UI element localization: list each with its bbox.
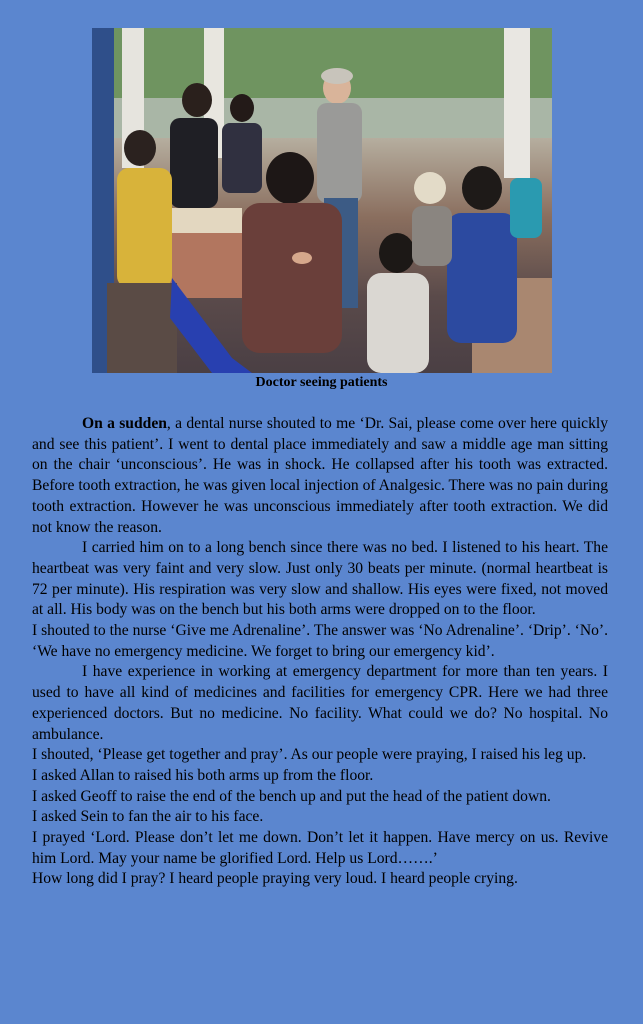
paragraph-4: I have experience in working at emergency department for more than ten years. I used to have all kind of medicines and facilities for emergency CPR. Here we had three experienced doctors. But no medicine. No facility. What could we do? No hospital. No ambulance. <box>32 663 608 743</box>
paragraph-5: I shouted, ‘Please get together and pray’. As our people were praying, I raised his leg up. <box>32 746 587 764</box>
paragraph-3: I shouted to the nurse ‘Give me Adrenaline’. The answer was ‘No Adrenaline’. ‘Drip’. ‘No’. ‘We have no emergency medicine. We forget to bring our emergency kid’. <box>32 622 608 660</box>
paragraph-6: I asked Allan to raised his both arms up from the floor. <box>32 766 374 784</box>
article-body <box>32 414 608 890</box>
clinic-photo-illustration <box>92 28 552 373</box>
paragraph-7: I asked Geoff to raise the end of the bench up and put the head of the patient down. <box>32 787 551 805</box>
paragraph-1 <box>32 414 608 538</box>
clinic-photo <box>92 28 552 373</box>
paragraph-text: , a dental nurse shouted to me ‘Dr. Sai, please come over here quickly and see this patient’. I went to dental place immediately and saw a middle age man sitting on the chair ‘unconscious’. He was in shock. He collapsed after his tooth was extracted. Before tooth extraction, he was given local injection of Analgesic. There was no pain during tooth extraction. However he was unconscious immediately after tooth extraction. We did not know the reason. <box>32 415 608 536</box>
paragraph-lead: On a sudden <box>82 415 167 432</box>
paragraph-10: How long did I pray? I heard people praying very loud. I heard people crying. <box>32 870 518 888</box>
paragraph-2: I carried him on to a long bench since there was no bed. I listened to his heart. The heartbeat was very faint and very slow. Just only 30 beats per minute. (normal heartbeat is 72 per minute). His respiration was very slow and shallow. His eyes were fixed, not moved at all. His body was on the bench but his both arms were dropped on to the floor. <box>32 539 608 619</box>
paragraph-9: I prayed ‘Lord. Please don’t let me down. Don’t let it happen. Have mercy on us. Revive him Lord. May your name be glorified Lord. Help us Lord…….’ <box>32 829 608 867</box>
photo-caption: Doctor seeing patients <box>255 375 388 390</box>
paragraph-8: I asked Sein to fan the air to his face. <box>32 808 264 826</box>
